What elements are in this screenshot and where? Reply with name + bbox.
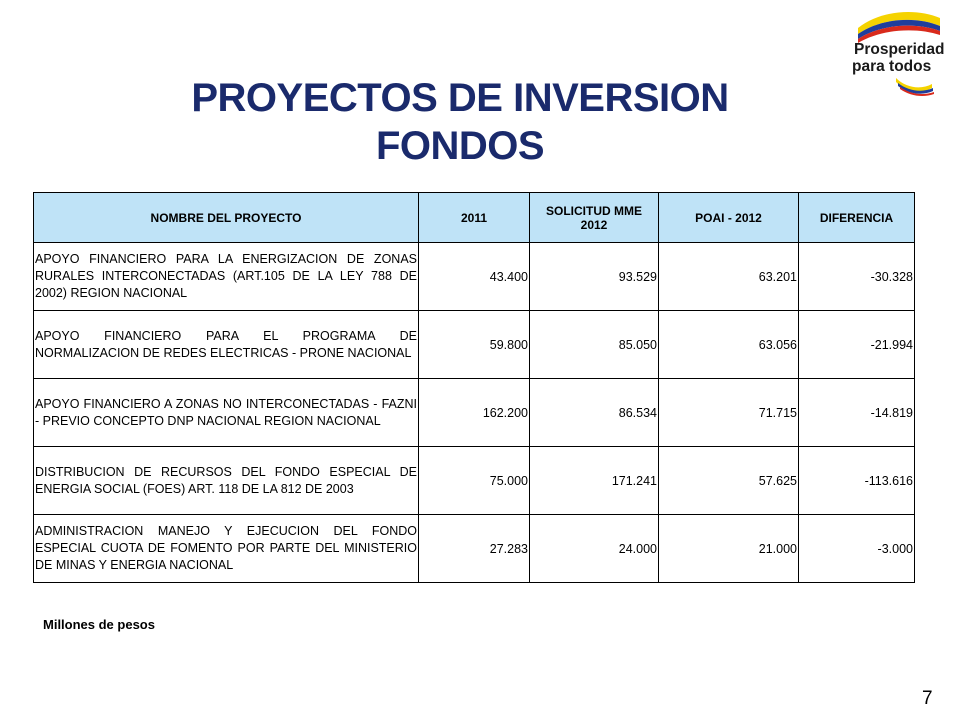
header-solicitud: SOLICITUD MME 2012: [530, 193, 659, 243]
value-diferencia: -113.616: [799, 447, 915, 515]
value-diferencia: -3.000: [799, 515, 915, 583]
table-row: [34, 243, 915, 311]
value-2011: 59.800: [419, 311, 530, 379]
value-solicitud: 171.241: [530, 447, 659, 515]
table-row: [34, 515, 915, 583]
table-row: [34, 311, 915, 379]
page-number: 7: [922, 688, 933, 709]
value-2011: 43.400: [419, 243, 530, 311]
projects-table: [33, 192, 915, 583]
table-row: [34, 379, 915, 447]
header-poai: POAI - 2012: [659, 193, 799, 243]
logo-line2: para todos: [852, 58, 932, 75]
title-line-2: FONDOS: [375, 124, 545, 168]
table-row: [34, 447, 915, 515]
value-diferencia: -21.994: [799, 311, 915, 379]
project-name: APOYO FINANCIERO A ZONAS NO INTERCONECTADAS - FAZNI - PREVIO CONCEPTO DNP NACIONAL REGION NACIONAL: [34, 379, 419, 447]
project-name: APOYO FINANCIERO PARA EL PROGRAMA DE NORMALIZACION DE REDES ELECTRICAS - PRONE NACIONAL: [34, 311, 419, 379]
value-2011: 27.283: [419, 515, 530, 583]
project-name: APOYO FINANCIERO PARA LA ENERGIZACION DE ZONAS RURALES INTERCONECTADAS (ART.105 DE LA LEY 788 DE 2002) REGION NACIONAL: [34, 243, 419, 311]
value-poai: 57.625: [659, 447, 799, 515]
value-solicitud: 93.529: [530, 243, 659, 311]
value-diferencia: -30.328: [799, 243, 915, 311]
header-2011: 2011: [419, 193, 530, 243]
header-project-name: NOMBRE DEL PROYECTO: [34, 193, 419, 243]
value-solicitud: 86.534: [530, 379, 659, 447]
logo-line1: Prosperidad: [854, 41, 945, 58]
value-diferencia: -14.819: [799, 379, 915, 447]
project-name: DISTRIBUCION DE RECURSOS DEL FONDO ESPECIAL DE ENERGIA SOCIAL (FOES) ART. 118 DE LA 812 DE 2003: [34, 447, 419, 515]
project-name: ADMINISTRACION MANEJO Y EJECUCION DEL FONDO ESPECIAL CUOTA DE FOMENTO POR PARTE DEL MINISTERIO DE MINAS Y ENERGIA NACIONAL: [34, 515, 419, 583]
title-line-1: PROYECTOS DE INVERSION: [191, 76, 729, 120]
value-poai: 63.201: [659, 243, 799, 311]
value-solicitud: 85.050: [530, 311, 659, 379]
header-diferencia: DIFERENCIA: [799, 193, 915, 243]
page-title: [0, 74, 920, 170]
value-poai: 21.000: [659, 515, 799, 583]
value-2011: 162.200: [419, 379, 530, 447]
table-header-row: [34, 193, 915, 243]
value-2011: 75.000: [419, 447, 530, 515]
value-poai: 63.056: [659, 311, 799, 379]
value-solicitud: 24.000: [530, 515, 659, 583]
units-note: Millones de pesos: [43, 617, 155, 632]
value-poai: 71.715: [659, 379, 799, 447]
